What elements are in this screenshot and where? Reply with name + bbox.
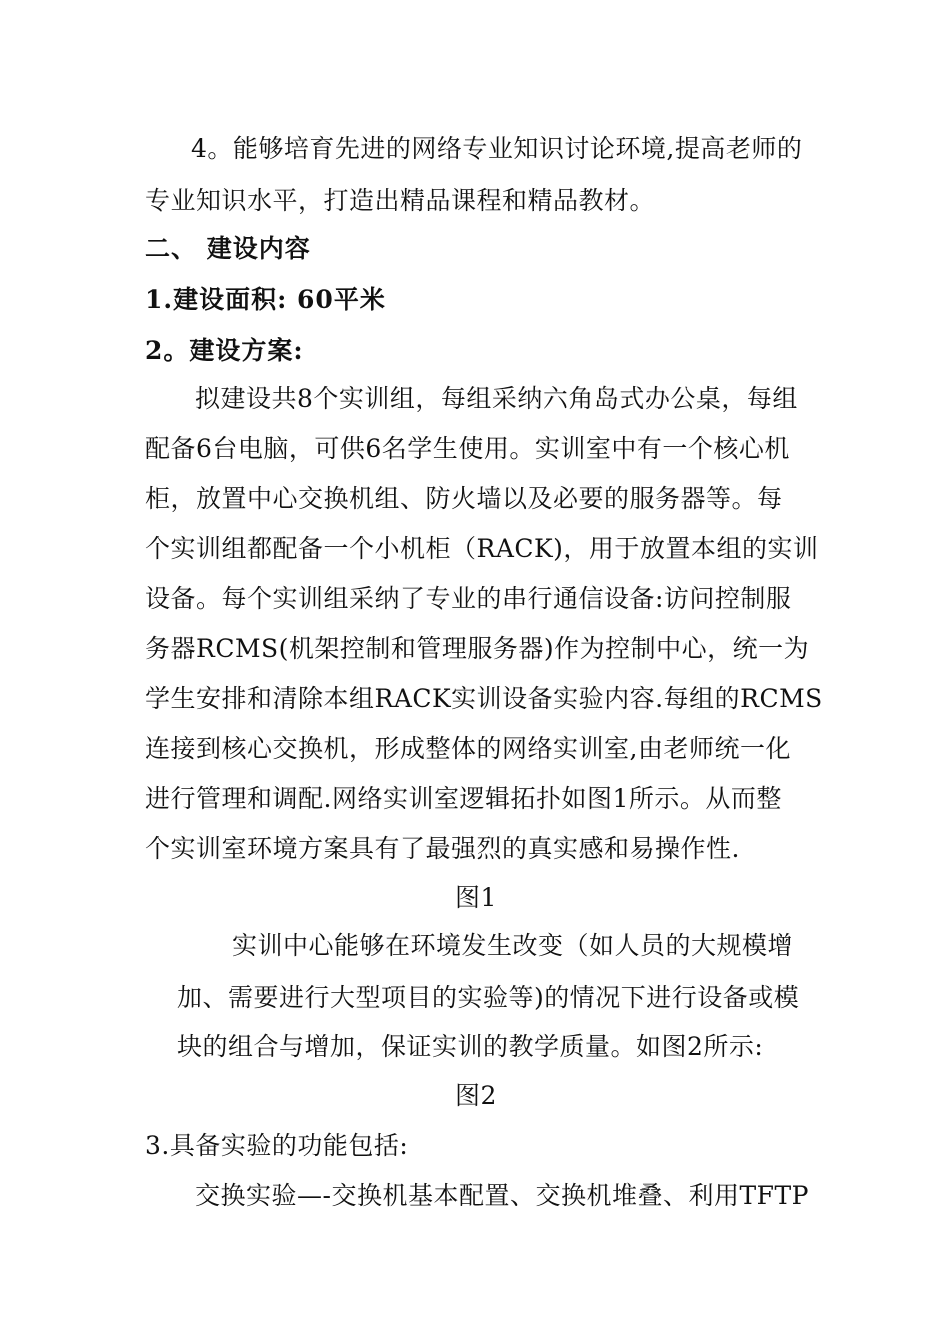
heading-construction-area: 1.建设面积: 60平米 <box>145 285 386 314</box>
heading-construction-plan: 2。建设方案: <box>145 336 304 365</box>
section-heading-construction-content: 二、 建设内容 <box>145 234 311 263</box>
paragraph-4-line-1: 4。能够培育先进的网络专业知识讨论环境,提高老师的 <box>191 134 803 163</box>
center-paragraph-line-1: 实训中心能够在环境发生改变（如人员的大规模增 <box>232 931 794 960</box>
figure-2-caption: 图2 <box>455 1081 497 1110</box>
figure-1-caption: 图1 <box>455 883 497 912</box>
plan-line-5: 设备。每个实训组采纳了专业的串行通信设备:访问控制服 <box>145 584 792 613</box>
plan-line-4: 个实训组都配备一个小机柜（RACK)，用于放置本组的实训 <box>145 534 819 563</box>
plan-line-2: 配备6台电脑，可供6名学生使用。实训室中有一个核心机 <box>145 434 790 463</box>
function-line-1: 交换实验—-交换机基本配置、交换机堆叠、利用TFTP <box>195 1181 809 1210</box>
plan-line-6: 务器RCMS(机架控制和管理服务器)作为控制中心，统一为 <box>145 634 810 663</box>
center-paragraph-line-2: 加、需要进行大型项目的实验等)的情况下进行设备或模 <box>177 983 800 1012</box>
paragraph-4-line-2: 专业知识水平，打造出精品课程和精品教材。 <box>145 186 656 215</box>
plan-line-10: 个实训室环境方案具有了最强烈的真实感和易操作性. <box>145 834 740 863</box>
plan-line-3: 柜，放置中心交换机组、防火墙以及必要的服务器等。每 <box>145 484 783 513</box>
plan-line-9: 进行管理和调配.网络实训室逻辑拓扑如图1所示。从而整 <box>145 784 782 813</box>
plan-line-8: 连接到核心交换机，形成整体的网络实训室,由老师统一化 <box>145 734 791 763</box>
plan-line-1: 拟建设共8个实训组，每组采纳六角岛式办公桌，每组 <box>195 384 798 413</box>
plan-line-7: 学生安排和清除本组RACK实训设备实验内容.每组的RCMS <box>145 684 823 713</box>
heading-experiment-functions: 3.具备实验的功能包括: <box>145 1131 409 1160</box>
center-paragraph-line-3: 块的组合与增加，保证实训的教学质量。如图2所示: <box>177 1032 764 1061</box>
